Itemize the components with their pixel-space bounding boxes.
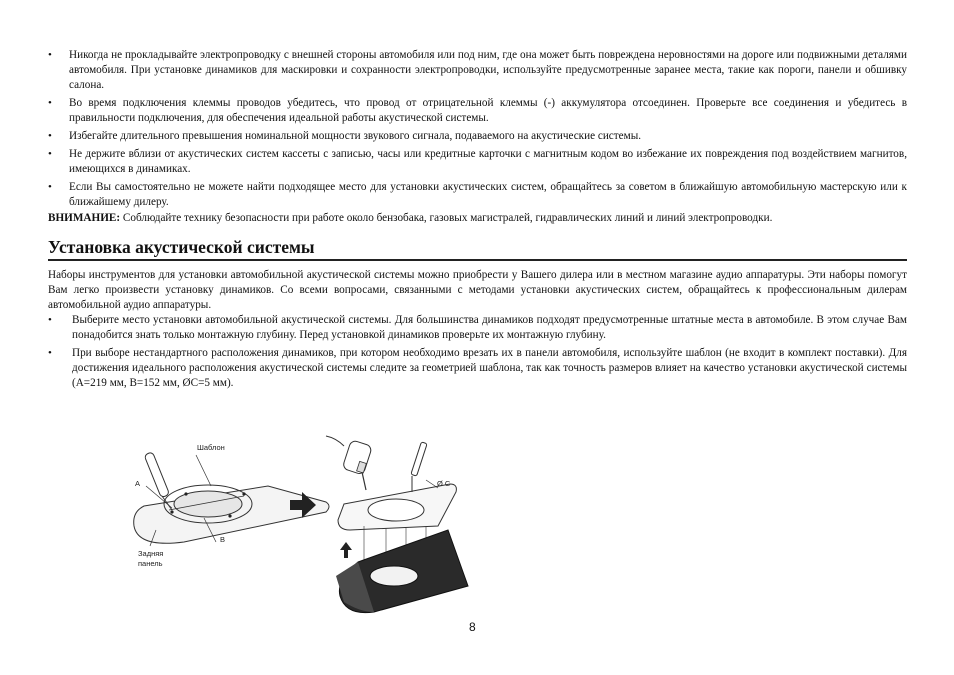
list-item bbox=[48, 48, 907, 93]
bullet-glyph: • bbox=[48, 181, 52, 193]
section-title: Установка акустической системы bbox=[48, 236, 907, 261]
warning-label: ВНИМАНИЕ: bbox=[48, 212, 121, 224]
bullet-glyph: • bbox=[48, 130, 52, 142]
list-item-text: Во время подключения клеммы проводов убедитесь, что провод от отрицательной клеммы (-) аккумулятора отсоединен. Проверьте все соединения и убедитесь в правильности подключения, для обеспечения идеальной работы акустической системы. bbox=[69, 97, 907, 124]
list-item-text: При выборе нестандартного расположения динамиков, при котором необходимо врезать их в панели автомобиля, используйте шаблон (не входит в комплект поставки). Для достижения идеального расположения акустической системы следите за геометрией шаблона, так как точность размеров влияет на качество установки акустической системы (A=219 мм, B=152 мм, ØC=5 мм). bbox=[72, 347, 907, 389]
list-item-text: Не держите вблизи от акустических систем кассеты с записью, часы или кредитные карточки с магнитным кодом во избежание их повреждения под воздействием магнитов, имеющихся в динамиках. bbox=[69, 148, 907, 175]
list-item bbox=[48, 346, 907, 391]
install-bullet-list bbox=[48, 313, 907, 391]
arrow-up-icon bbox=[340, 542, 352, 558]
label-c: Ø C bbox=[437, 479, 451, 488]
list-item bbox=[48, 180, 907, 210]
label-panel-line2: панель bbox=[138, 559, 163, 568]
list-item bbox=[48, 147, 907, 177]
warning-paragraph bbox=[48, 211, 907, 226]
list-item-text: Избегайте длительного превышения номинальной мощности звукового сигнала, подаваемого на акустические системы. bbox=[69, 130, 642, 142]
cutting-drawing bbox=[326, 436, 468, 613]
bullet-glyph: • bbox=[48, 314, 52, 326]
page-number: 8 bbox=[469, 620, 476, 634]
label-template: Шаблон bbox=[197, 443, 225, 452]
safety-bullet-list bbox=[48, 48, 907, 210]
label-b: B bbox=[220, 535, 226, 544]
intro-paragraph: Наборы инструментов для установки автомобильной акустической системы можно приобрести у Вашего дилера или в местном магазине аудио аппаратуры. Эти наборы помогут Вам легко произвести установку динамиков. Со всеми вопросами, связанными с методами установки акустических систем, обращайтесь к профессиональным дилерам автомобильной аудио аппаратуры. bbox=[48, 269, 907, 311]
list-item-text: Никогда не прокладывайте электропроводку с внешней стороны автомобиля или под ним, где она может быть повреждена неровностями на дороге или подвижными деталями автомобиля. При установке динамиков для маскировки и сохранности электропроводки, используйте предусмотренные заранее места, такие как пороги, панели и обшивку салона. bbox=[69, 49, 907, 91]
warning-text: Соблюдайте технику безопасности при работе около бензобака, газовых магистралей, гидравлических линий и линий электропроводки. bbox=[120, 212, 773, 224]
bullet-glyph: • bbox=[48, 148, 52, 160]
label-a: A bbox=[135, 479, 141, 488]
page-body bbox=[48, 48, 907, 391]
bullet-glyph: • bbox=[48, 49, 52, 61]
list-item bbox=[48, 129, 907, 144]
bullet-glyph: • bbox=[48, 347, 52, 359]
label-panel-line1: Задняя bbox=[138, 549, 164, 558]
list-item bbox=[48, 313, 907, 343]
list-item-text: Выберите место установки автомобильной акустической системы. Для большинства динамиков подходят предусмотренные штатные места в автомобиле. В этом случае Вам понадобится знать только монтажную глубину. Перед установкой динамиков проверьте их монтажную глубину. bbox=[72, 314, 907, 341]
list-item-text: Если Вы самостоятельно не можете найти подходящее место для установки акустических систем, обращайтесь за советом в ближайшую автомобильную мастерскую или к ближайшему дилеру. bbox=[69, 181, 907, 208]
installation-figure bbox=[126, 434, 472, 614]
list-item bbox=[48, 96, 907, 126]
bullet-glyph: • bbox=[48, 97, 52, 109]
